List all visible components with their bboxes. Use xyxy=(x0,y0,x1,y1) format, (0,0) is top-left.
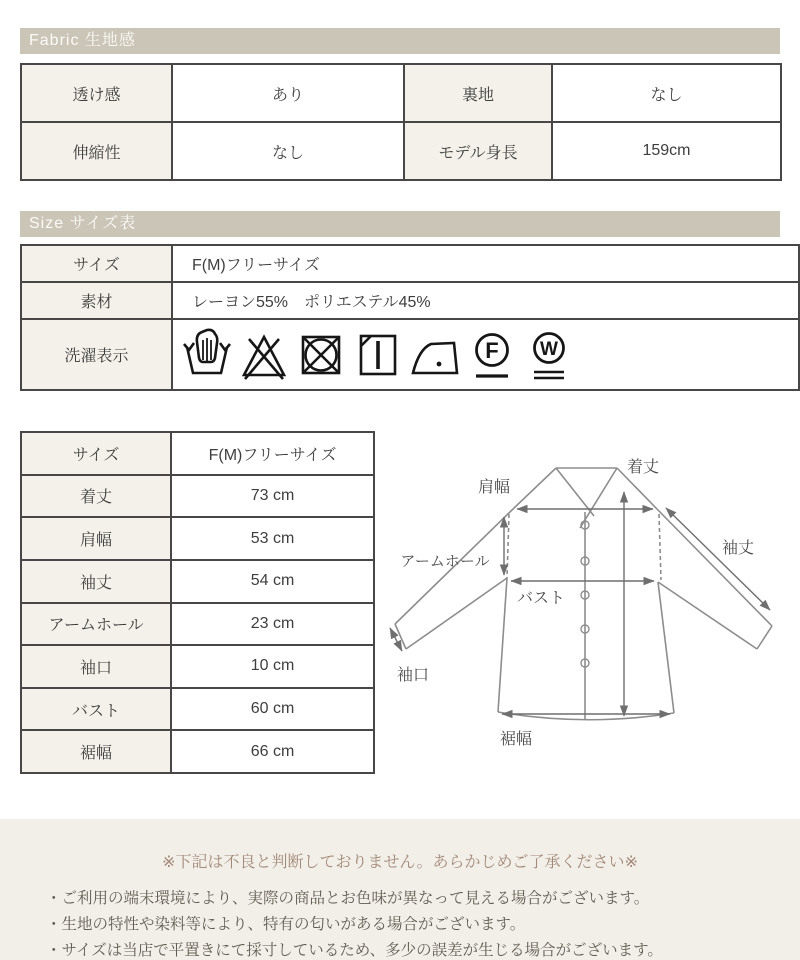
diagram-label-shoulder: 肩幅 xyxy=(477,479,511,496)
table-row xyxy=(21,688,374,731)
diagram-label-bust: バスト xyxy=(516,590,566,607)
measure-value: 73 cm xyxy=(171,475,374,518)
measure-value: 54 cm xyxy=(171,560,374,603)
fabric-row-label: 透け感 xyxy=(21,64,172,122)
table-row xyxy=(21,282,799,319)
measurements-table xyxy=(20,431,375,774)
size-info-label: サイズ xyxy=(21,245,172,282)
table-row xyxy=(21,64,781,122)
table-row xyxy=(21,517,374,560)
size-section-title: Size サイズ表 xyxy=(20,211,780,237)
diagram-labels xyxy=(397,458,754,748)
measure-value: 23 cm xyxy=(171,603,374,646)
measurement-arrows xyxy=(390,492,770,716)
material-label: 素材 xyxy=(21,282,172,319)
care-icons-cell xyxy=(172,319,799,390)
measure-label: 袖口 xyxy=(21,645,171,688)
table-row xyxy=(21,475,374,518)
measure-label: 裾幅 xyxy=(21,730,171,773)
diagram-label-armhole: アームホール xyxy=(400,553,490,570)
measurements-section xyxy=(0,431,800,774)
notice-item: ・サイズは当店で平置きにて採寸しているため、多少の誤差が生じる場合がございます。 xyxy=(46,942,663,959)
size-info-table xyxy=(20,244,800,391)
diagram-label-length: 着丈 xyxy=(626,459,660,476)
drip-dry-in-shade-icon xyxy=(354,328,402,382)
fabric-row-label: 伸縮性 xyxy=(21,122,172,180)
wet-clean-letter: W xyxy=(540,338,558,360)
table-row xyxy=(21,730,374,773)
table-row xyxy=(21,645,374,688)
shirt-outline xyxy=(395,468,772,720)
measure-header-value: F(M)フリーサイズ xyxy=(171,432,374,475)
measure-label: アームホール xyxy=(21,603,171,646)
wet-clean-icon xyxy=(525,328,573,382)
notice-item: ・生地の特性や染料等により、特有の匂いがある場合がございます。 xyxy=(46,916,526,933)
fabric-table xyxy=(20,63,782,181)
fabric-row-value: 159cm xyxy=(552,122,781,180)
table-row xyxy=(21,432,374,475)
fabric-row-label: 裏地 xyxy=(404,64,552,122)
fabric-row-value: なし xyxy=(172,122,404,180)
shirt-diagram xyxy=(380,434,800,769)
table-row xyxy=(21,319,799,390)
measure-label: 着丈 xyxy=(21,475,171,518)
material-value: レーヨン55% ポリエステル45% xyxy=(172,282,799,319)
notice-item: ・ご利用の端末環境により、実際の商品とお色味が異なって見える場合がございます。 xyxy=(46,890,650,907)
shirt-diagram-wrap xyxy=(380,434,800,774)
fabric-row-value: なし xyxy=(552,64,781,122)
measure-label: バスト xyxy=(21,688,171,731)
do-not-bleach-icon xyxy=(240,328,288,382)
iron-low-heat-icon xyxy=(411,328,459,382)
care-label: 洗濯表示 xyxy=(21,319,172,390)
table-row xyxy=(21,245,799,282)
table-row xyxy=(21,603,374,646)
measure-label: 肩幅 xyxy=(21,517,171,560)
fabric-section-title: Fabric 生地感 xyxy=(20,28,780,54)
hand-wash-icon xyxy=(183,328,231,382)
care-icons xyxy=(183,328,798,382)
diagram-label-cuff: 袖口 xyxy=(396,667,430,684)
measure-value: 53 cm xyxy=(171,517,374,560)
measure-value: 60 cm xyxy=(171,688,374,731)
dry-clean-petroleum-icon xyxy=(468,328,516,382)
notice-section xyxy=(0,819,800,960)
fabric-row-value: あり xyxy=(172,64,404,122)
table-row xyxy=(21,560,374,603)
size-info-value: F(M)フリーサイズ xyxy=(172,245,799,282)
fabric-row-label: モデル身長 xyxy=(404,122,552,180)
diagram-label-sleeve: 袖丈 xyxy=(721,540,755,557)
do-not-tumble-dry-icon xyxy=(297,328,345,382)
table-row xyxy=(21,122,781,180)
measure-value: 66 cm xyxy=(171,730,374,773)
measure-label: 袖丈 xyxy=(21,560,171,603)
measure-value: 10 cm xyxy=(171,645,374,688)
diagram-label-hem: 裾幅 xyxy=(499,731,533,748)
notice-title: ※下記は不良と判断しておりません。あらかじめご了承ください※ xyxy=(162,854,638,871)
dry-clean-letter: F xyxy=(485,337,499,363)
measure-header-label: サイズ xyxy=(21,432,171,475)
